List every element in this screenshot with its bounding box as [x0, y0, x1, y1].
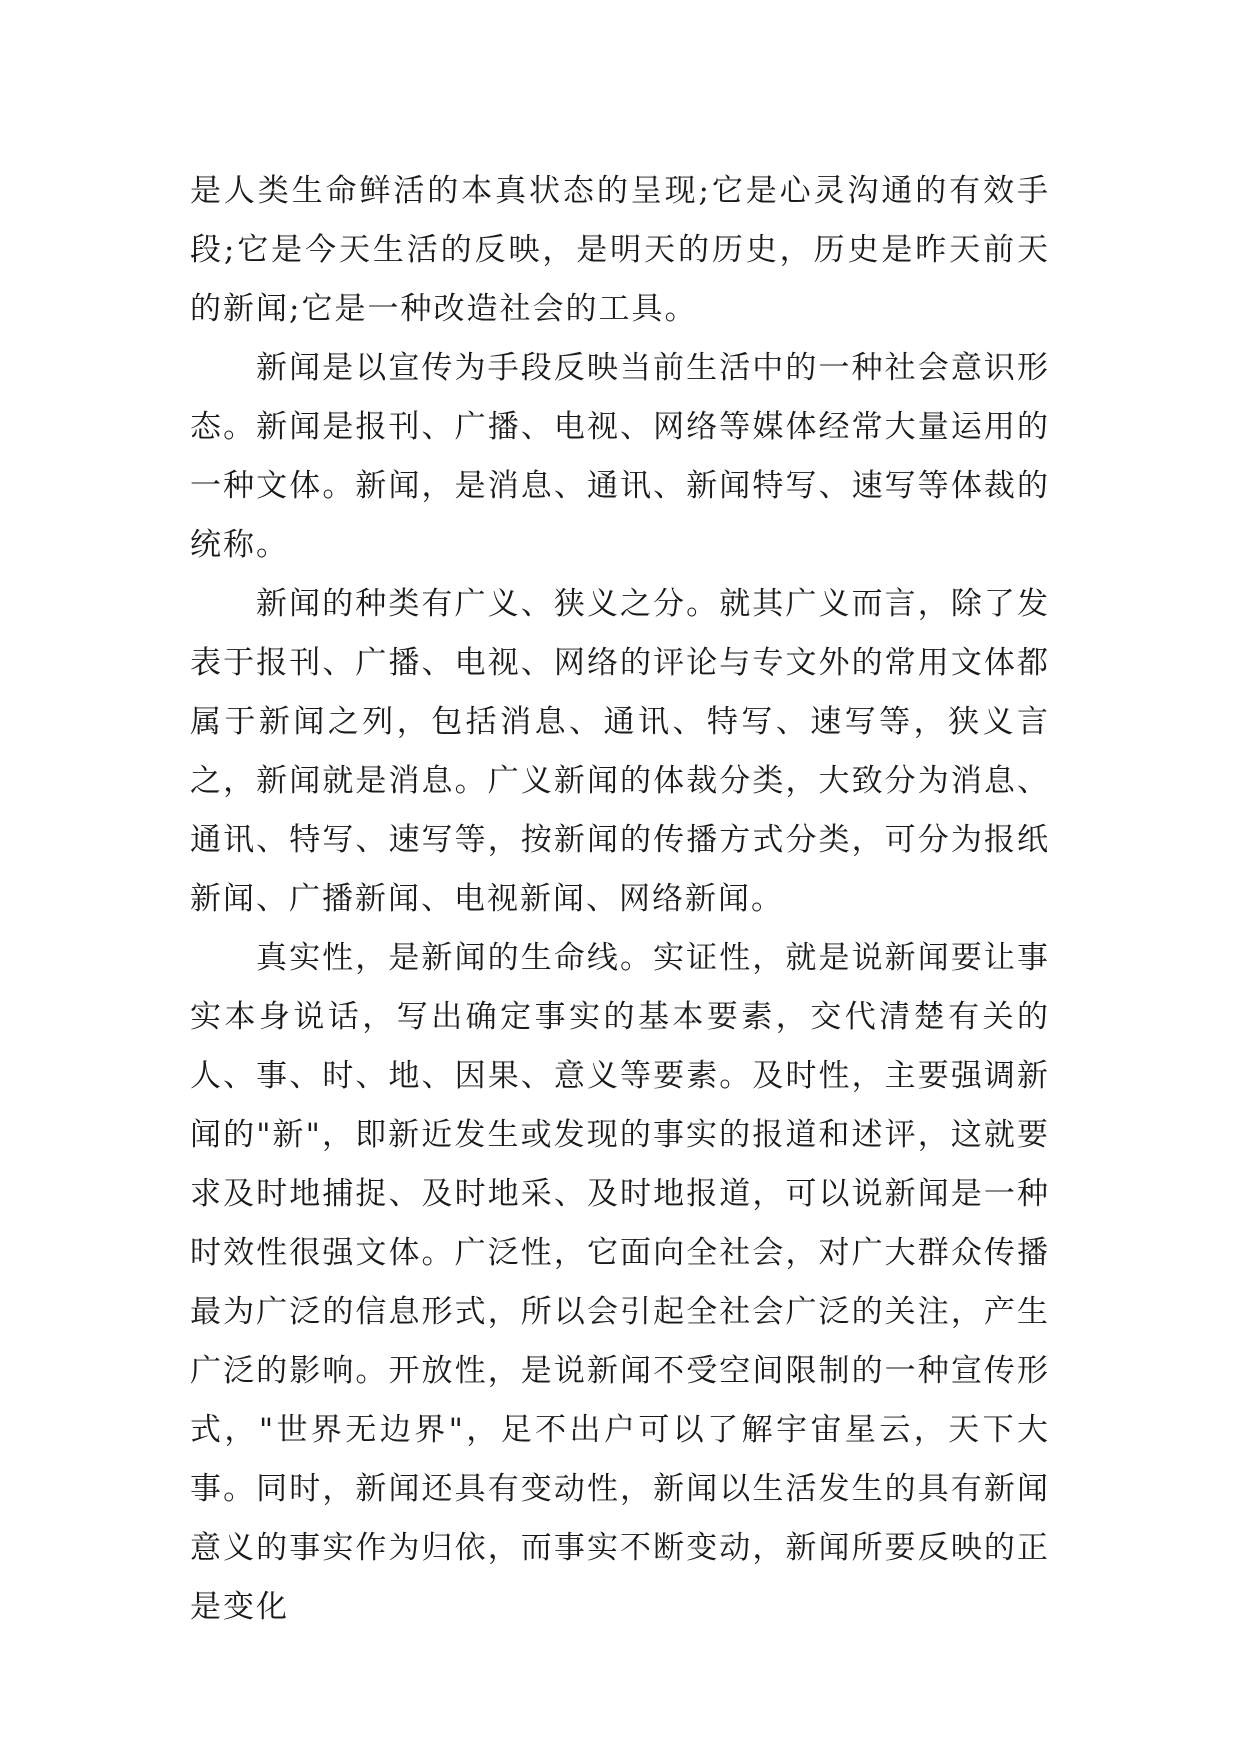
paragraph-2: 新闻是以宣传为手段反映当前生活中的一种社会意识形态。新闻是报刊、广播、电视、网络等媒体经常大量运用的一种文体。新闻，是消息、通讯、新闻特写、速写等体裁的统称。	[190, 350, 1050, 563]
paragraph-4: 真实性，是新闻的生命线。实证性，就是说新闻要让事实本身说话，写出确定事实的基本要素，交代清楚有关的人、事、时、地、因果、意义等要素。及时性，主要强调新闻的"新"，即新近发生或发现的事实的报道和述评，这就要求及时地捕捉、及时地采、及时地报道，可以说新闻是一种时效性很强文体。广泛性，它面向全社会，对广大群众传播最为广泛的信息形式，所以会引起全社会广泛的关注，产生广泛的影响。开放性，是说新闻不受空间限制的一种宣传形式，"世界无边界"，足不出户可以了解宇宙星云，天下大事。同时，新闻还具有变动性，新闻以生活发生的具有新闻意义的事实作为归依，而事实不断变动，新闻所要反映的正是变化	[190, 940, 1050, 1625]
paragraph-1: 是人类生命鲜活的本真状态的呈现;它是心灵沟通的有效手段;它是今天生活的反映，是明天的历史，历史是昨天前天的新闻;它是一种改造社会的工具。	[190, 173, 1050, 327]
body-text	[190, 162, 1050, 1637]
paragraph-3: 新闻的种类有广义、狭义之分。就其广义而言，除了发表于报刊、广播、电视、网络的评论与专文外的常用文体都属于新闻之列，包括消息、通讯、特写、速写等，狭义言之，新闻就是消息。广义新闻的体裁分类，大致分为消息、通讯、特写、速写等，按新闻的传播方式分类，可分为报纸新闻、广播新闻、电视新闻、网络新闻。	[190, 586, 1050, 917]
